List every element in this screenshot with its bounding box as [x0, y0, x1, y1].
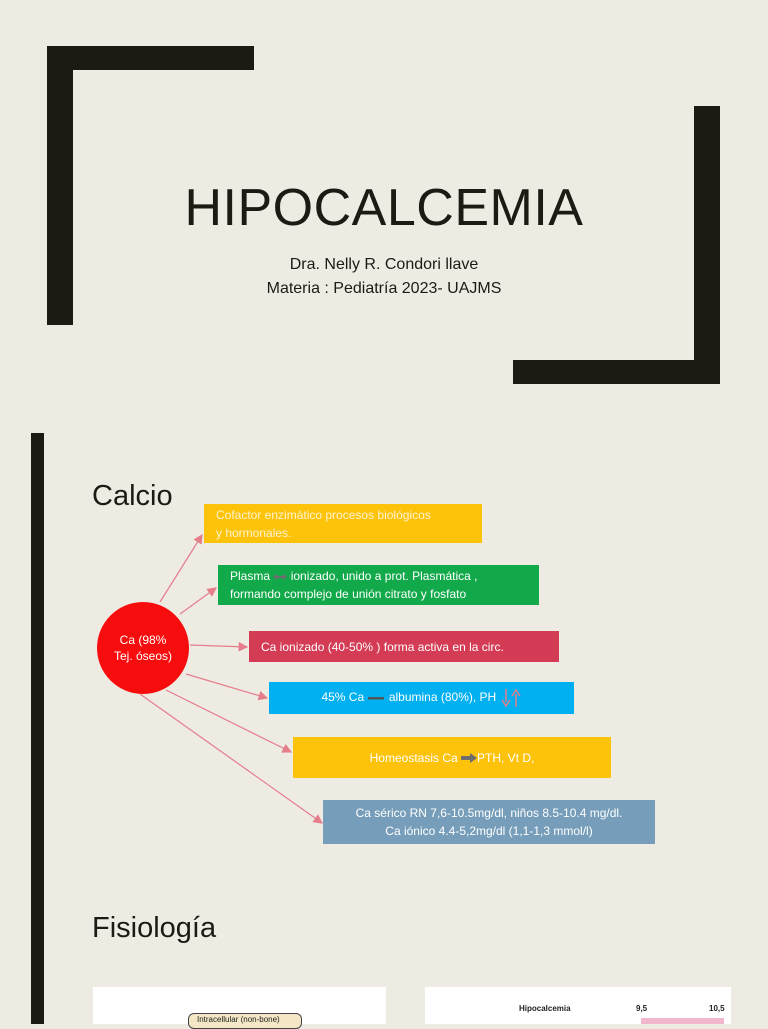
- box-plasma-text-b: ionizado, unido a prot. Plasmática ,: [287, 569, 478, 583]
- title-slide: [0, 0, 768, 410]
- figure-right-pink-band: [641, 1018, 724, 1024]
- double-arrow-icon: [273, 573, 287, 581]
- box-plasma-line2: formando complejo de unión citrato y fosfato: [230, 587, 467, 601]
- figure-right-val2: 10,5: [709, 1004, 725, 1013]
- right-arrow-icon: [461, 753, 477, 763]
- figure-right: [425, 987, 731, 1024]
- circle-line1: Ca (98%: [119, 633, 167, 647]
- box-plasma: [218, 565, 539, 605]
- box-cofactor-line1: Cofactor enzimático procesos biológicos: [216, 507, 431, 522]
- figure-left-label-box: [188, 1013, 302, 1029]
- box-cofactor-line2: y hormonales.: [216, 525, 292, 540]
- box-plasma-text-a: Plasma: [230, 569, 274, 583]
- figure-right-label: Hipocalcemia: [519, 1004, 571, 1013]
- arrow-to-cofactor: [160, 535, 202, 602]
- down-up-arrows-icon: [500, 687, 522, 709]
- course-line: Materia : Pediatría 2023- UAJMS: [266, 280, 502, 297]
- box-plasma-line1: [230, 567, 477, 585]
- frame-bottom-right-vertical: [694, 106, 720, 384]
- figure-right-val1: 9,5: [636, 1004, 648, 1013]
- heading-calcio: Calcio: [92, 480, 173, 512]
- box-cofactor: [204, 504, 482, 543]
- figure-left: [93, 987, 386, 1024]
- box-ionizado: [249, 631, 559, 662]
- calcium-circle: [97, 602, 189, 694]
- box-albumina: [269, 682, 574, 714]
- box-homeostasis-text-b: PTH, Vt D,: [477, 750, 535, 765]
- heading-fisiologia: Fisiología: [92, 912, 217, 944]
- box-homeostasis: [293, 737, 611, 778]
- arrow-to-ionizado: [190, 645, 247, 647]
- box-ionizado-line1: Ca ionizado (40-50% ) forma activa en la circ.: [261, 639, 504, 654]
- box-homeostasis-text-a: Homeostasis Ca: [369, 750, 462, 765]
- box-ca-serico: [323, 800, 655, 844]
- frame-bottom-right-horizontal: [513, 360, 720, 384]
- box-albumina-line1: [321, 687, 521, 709]
- box-homeostasis-line1: [370, 749, 535, 767]
- circle-line2: Tej. óseos): [113, 649, 173, 663]
- box-albumina-text-b: albumina (80%), PH: [385, 690, 500, 705]
- box-ca-serico-line2: Ca iónico 4.4-5,2mg/dl (1,1-1,3 mmol/l): [385, 824, 593, 838]
- bond-dash-icon: [367, 694, 385, 702]
- box-ca-serico-line1: Ca sérico RN 7,6-10.5mg/dl, niños 8.5-10.4 mg/dl.: [355, 806, 623, 820]
- box-albumina-text-a: 45% Ca: [321, 690, 368, 705]
- figure-left-label: Intracellular (non-bone): [197, 1015, 280, 1024]
- slide-title: HIPOCALCEMIA: [184, 179, 584, 237]
- left-accent-bar: [31, 433, 44, 1024]
- arrow-to-plasma: [180, 588, 216, 614]
- author-line: Dra. Nelly R. Condori llave: [289, 256, 479, 273]
- frame-top-left-horizontal: [47, 46, 254, 70]
- arrow-to-albumina: [186, 674, 267, 698]
